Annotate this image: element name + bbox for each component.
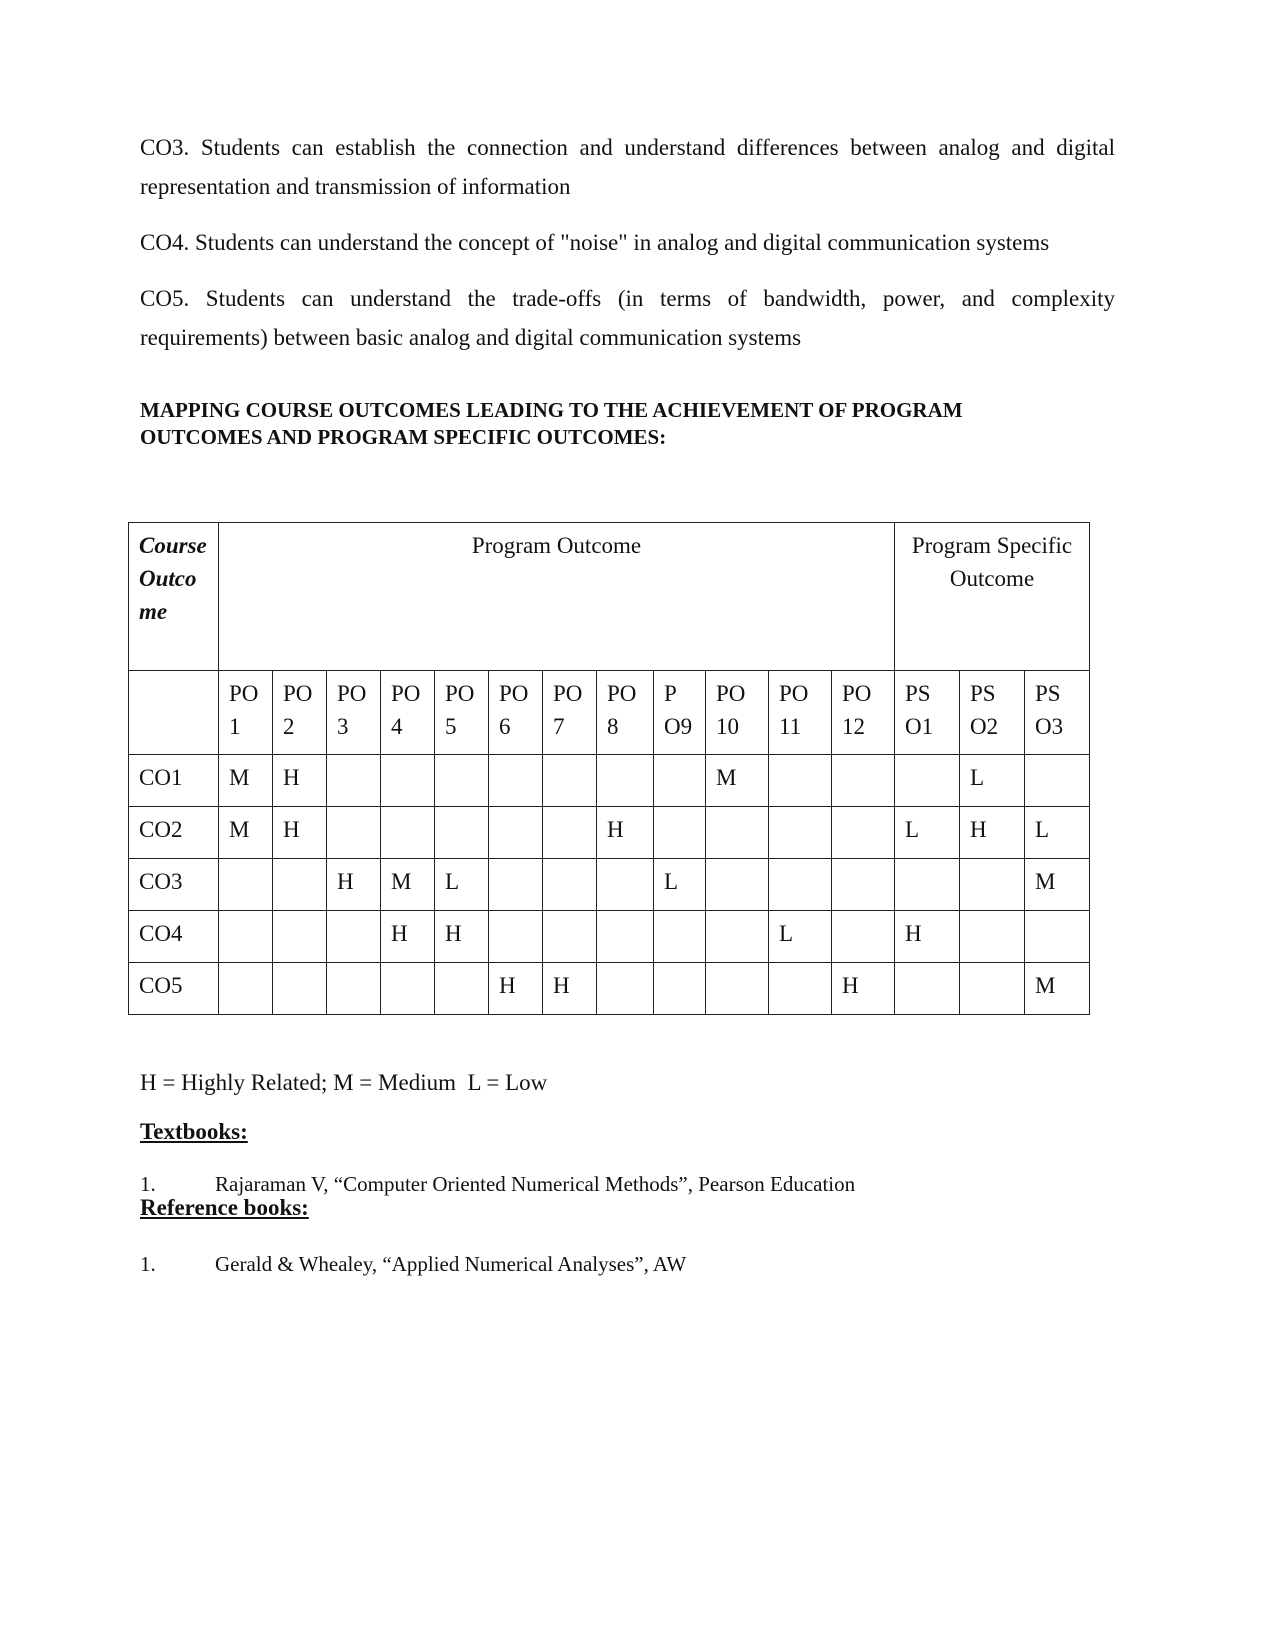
mapping-cell: [435, 963, 489, 1015]
mapping-cell: [435, 755, 489, 807]
outcome-code-header: P O9: [654, 671, 706, 755]
outcome-code-header: PO 7: [543, 671, 597, 755]
mapping-cell: H: [832, 963, 895, 1015]
mapping-cell: H: [327, 859, 381, 911]
mapping-cell: [597, 859, 654, 911]
mapping-cell: [489, 755, 543, 807]
mapping-cell: [327, 911, 381, 963]
mapping-cell: H: [597, 807, 654, 859]
row-label: CO5: [129, 963, 219, 1015]
outcome-code-header: PO 1: [219, 671, 273, 755]
textbooks-heading: Textbooks:: [140, 1119, 248, 1144]
mapping-section-title: MAPPING COURSE OUTCOMES LEADING TO THE ACHIEVEMENT OF PROGRAM OUTCOMES AND PROGRAM SPECIFIC OUTCOMES:: [140, 398, 963, 449]
outcome-code-header: PO 3: [327, 671, 381, 755]
outcome-code-header: PS O1: [895, 671, 960, 755]
outcome-code-header: PO 2: [273, 671, 327, 755]
course-outcome-co5: CO5. Students can understand the trade-offs (in terms of bandwidth, power, and complexity requirements) between basic analog and digital communication systems: [140, 286, 1115, 350]
mapping-cell: [654, 963, 706, 1015]
program-outcome-header: Program Outcome: [219, 523, 895, 671]
mapping-cell: [895, 755, 960, 807]
mapping-cell: L: [960, 755, 1025, 807]
mapping-cell: [769, 963, 832, 1015]
mapping-cell: [1025, 755, 1090, 807]
outcome-code-header: PO 12: [832, 671, 895, 755]
mapping-cell: [543, 859, 597, 911]
mapping-cell: [219, 911, 273, 963]
table-row: [129, 859, 1090, 911]
mapping-cell: M: [1025, 859, 1090, 911]
mapping-cell: [832, 911, 895, 963]
mapping-cell: [273, 859, 327, 911]
outcome-code-header: PO 11: [769, 671, 832, 755]
outcome-code-header: PO 10: [706, 671, 769, 755]
course-outcome-co3: CO3. Students can establish the connection and understand differences between analog and digital representation and transmission of information: [140, 135, 1115, 199]
mapping-cell: L: [1025, 807, 1090, 859]
mapping-cell: M: [381, 859, 435, 911]
outcome-code-header: PS O2: [960, 671, 1025, 755]
mapping-cell: M: [1025, 963, 1090, 1015]
mapping-cell: [273, 963, 327, 1015]
mapping-cell: [769, 859, 832, 911]
table-row: [129, 807, 1090, 859]
mapping-cell: [381, 755, 435, 807]
mapping-cell: [960, 859, 1025, 911]
reference-item-text: Gerald & Whealey, “Applied Numerical Analyses”, AW: [215, 1252, 687, 1276]
table-row: [129, 755, 1090, 807]
outcome-code-header: PO 6: [489, 671, 543, 755]
mapping-cell: H: [543, 963, 597, 1015]
mapping-cell: [654, 807, 706, 859]
mapping-cell: [960, 911, 1025, 963]
reference-books-heading: Reference books:: [140, 1195, 309, 1220]
mapping-cell: [489, 911, 543, 963]
empty-corner-cell: [129, 671, 219, 755]
mapping-cell: [435, 807, 489, 859]
mapping-cell: M: [706, 755, 769, 807]
outcome-codes-row: [129, 671, 1090, 755]
mapping-cell: [327, 963, 381, 1015]
mapping-cell: [706, 963, 769, 1015]
table-row: [129, 963, 1090, 1015]
co-po-mapping-table: [128, 522, 1090, 1015]
mapping-cell: L: [895, 807, 960, 859]
mapping-cell: [489, 807, 543, 859]
outcome-code-header: PS O3: [1025, 671, 1090, 755]
row-label: CO3: [129, 859, 219, 911]
table-row: [129, 911, 1090, 963]
mapping-cell: [1025, 911, 1090, 963]
mapping-cell: [832, 755, 895, 807]
mapping-cell: H: [895, 911, 960, 963]
row-label: CO4: [129, 911, 219, 963]
program-specific-outcome-header: Program Specific Outcome: [895, 523, 1090, 671]
table-header-row: [129, 523, 1090, 671]
textbook-item-text: Rajaraman V, “Computer Oriented Numerical Methods”, Pearson Education: [215, 1172, 856, 1196]
mapping-cell: L: [435, 859, 489, 911]
course-outcome-header: Course Outcome: [129, 523, 219, 671]
mapping-cell: [273, 911, 327, 963]
mapping-cell: [543, 755, 597, 807]
mapping-cell: [219, 963, 273, 1015]
row-label: CO1: [129, 755, 219, 807]
mapping-cell: [654, 755, 706, 807]
mapping-cell: H: [489, 963, 543, 1015]
mapping-cell: [832, 807, 895, 859]
mapping-cell: [706, 859, 769, 911]
mapping-cell: [960, 963, 1025, 1015]
mapping-cell: [895, 859, 960, 911]
mapping-cell: M: [219, 807, 273, 859]
mapping-cell: [597, 911, 654, 963]
document-page: [139, 128, 1115, 1276]
mapping-cell: [895, 963, 960, 1015]
mapping-cell: [327, 807, 381, 859]
mapping-cell: [219, 859, 273, 911]
mapping-cell: [381, 807, 435, 859]
mapping-cell: [543, 807, 597, 859]
mapping-cell: [654, 911, 706, 963]
mapping-cell: [381, 963, 435, 1015]
mapping-cell: H: [381, 911, 435, 963]
mapping-cell: [706, 911, 769, 963]
mapping-cell: [769, 807, 832, 859]
row-label: CO2: [129, 807, 219, 859]
mapping-cell: H: [435, 911, 489, 963]
mapping-cell: [769, 755, 832, 807]
mapping-cell: [706, 807, 769, 859]
mapping-cell: [327, 755, 381, 807]
mapping-cell: L: [654, 859, 706, 911]
outcome-code-header: PO 5: [435, 671, 489, 755]
mapping-cell: [543, 911, 597, 963]
reference-book-item: [140, 1251, 686, 1277]
mapping-cell: L: [769, 911, 832, 963]
textbook-item-number: 1.: [140, 1172, 156, 1196]
mapping-cell: [597, 755, 654, 807]
reference-item-number: 1.: [140, 1252, 156, 1276]
mapping-cell: H: [273, 807, 327, 859]
mapping-cell: [597, 963, 654, 1015]
outcome-code-header: PO 4: [381, 671, 435, 755]
course-outcome-co4: CO4. Students can understand the concept of "noise" in analog and digital communication systems: [140, 230, 1050, 255]
outcome-code-header: PO 8: [597, 671, 654, 755]
legend-text: H = Highly Related; M = Medium L = Low: [140, 1070, 548, 1095]
mapping-cell: [832, 859, 895, 911]
mapping-cell: H: [960, 807, 1025, 859]
mapping-cell: M: [219, 755, 273, 807]
mapping-cell: H: [273, 755, 327, 807]
mapping-cell: [489, 859, 543, 911]
